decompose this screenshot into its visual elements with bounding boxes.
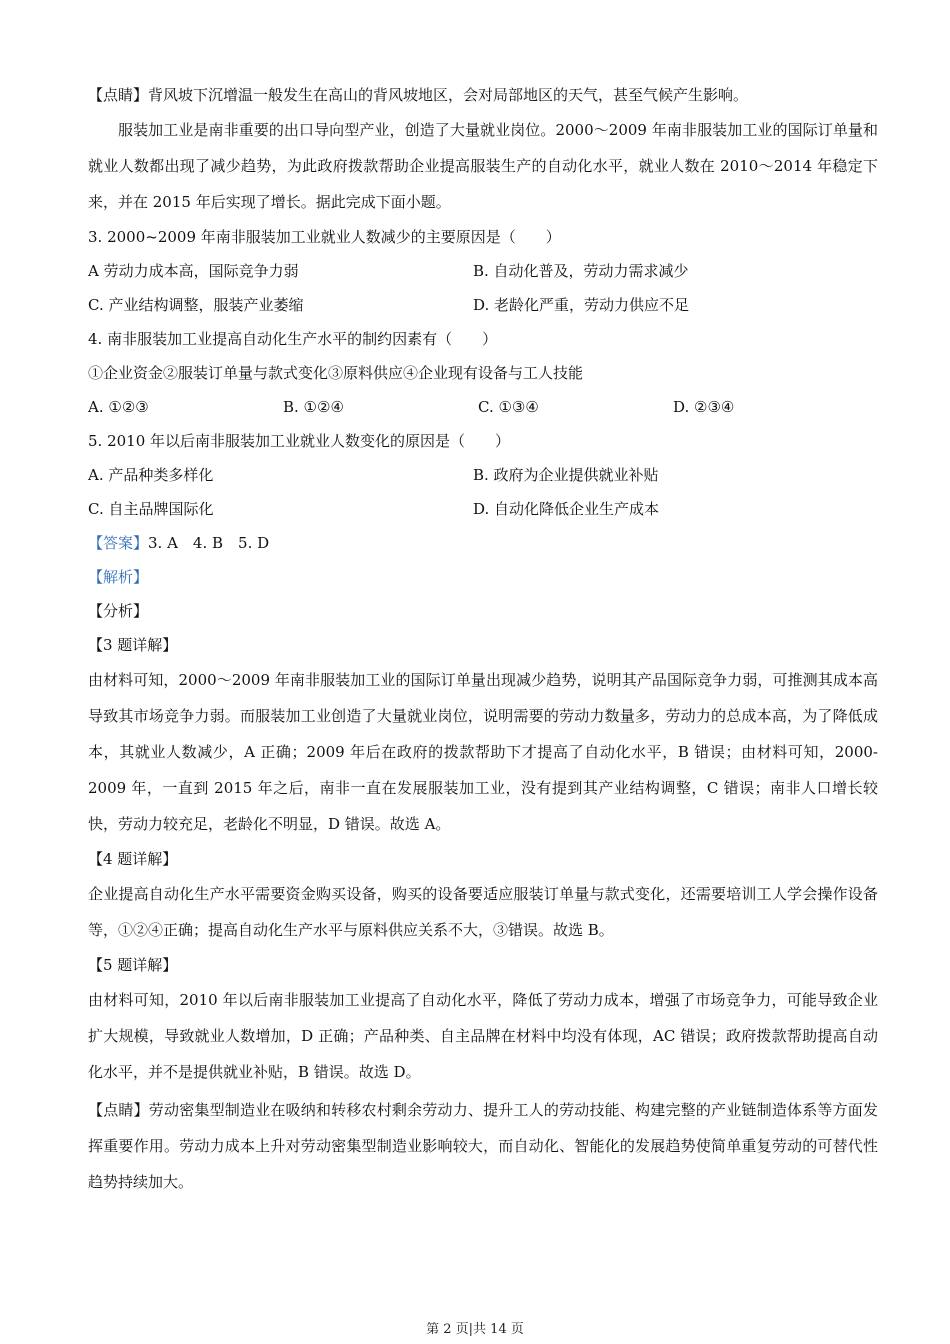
q5-option-a: A. 产品种类多样化: [88, 466, 214, 484]
q5-option-b: B. 政府为企业提供就业补贴: [473, 466, 659, 484]
question-4-options-row: [88, 390, 878, 424]
detail-4-text: 企业提高自动化生产水平需要资金购买设备，购买的设备要适应服装订单量与款式变化，还需要培训工人学会操作设备等，①②④正确；提高自动化生产水平与原料供应关系不大，③错误。故选 B。: [88, 885, 878, 939]
detail-5-text: 由材料可知，2010 年以后南非服装加工业提高了自动化水平，降低了劳动力成本，增强了市场竞争力，可能导致企业扩大规模，导致就业人数增加，D 正确；产品种类、自主品牌在材料中均没有体现，AC 错误；政府拨款帮助提高自动化水平，并不是提供就业补贴，B 错误。故选 D。: [88, 991, 878, 1081]
header-note: [88, 78, 878, 112]
detail-5-tag: 【5 题详解】: [88, 956, 178, 974]
detail-4-tag: 【4 题详解】: [88, 850, 178, 868]
answer-line: [88, 526, 878, 560]
question-4-items: ①企业资金②服装订单量与款式变化③原料供应④企业现有设备与工人技能: [88, 364, 584, 382]
q4-option-d: D. ②③④: [673, 398, 735, 416]
q4-option-b: B. ①②④: [283, 398, 344, 416]
detail-3-tag: 【3 题详解】: [88, 636, 178, 654]
question-3-stem: 3. 2000~2009 年南非服装加工业就业人数减少的主要原因是（ ）: [88, 228, 561, 246]
q3-option-d: D. 老龄化严重，劳动力供应不足: [473, 296, 690, 314]
q5-option-c: C. 自主品牌国际化: [88, 500, 214, 518]
material-paragraph: 服装加工业是南非重要的出口导向型产业，创造了大量就业岗位。2000～2009 年南非服装加工业的国际订单量和就业人数都出现了减少趋势，为此政府拨款帮助企业提高服装生产的自动化水平，就业人数在 2010～2014 年稳定下来，并在 2015 年后实现了增长。据此完成下面小题。: [88, 121, 878, 211]
detail-3-text: 由材料可知，2000～2009 年南非服装加工业的国际订单量出现减少趋势，说明其产品国际竞争力弱，可推测其成本高导致其市场竞争力弱。而服装加工业创造了大量就业岗位，说明需要的劳动力数量多，劳动力的总成本高，为了降低成本，其就业人数减少，A 正确；2009 年后在政府的拨款帮助下才提高了自动化水平，B 错误；由材料可知，2000-2009 年，一直到 2015 年之后，南非一直在发展服装加工业，没有提到其产业结构调整，C 错误；南非人口增长较快，劳动力较充足，老龄化不明显，D 错误。故选 A。: [88, 671, 878, 833]
question-4-stem: 4. 南非服装加工业提高自动化生产水平的制约因素有（ ）: [88, 330, 498, 348]
q3-option-a: A 劳动力成本高，国际竞争力弱: [88, 262, 299, 280]
question-3-options-row-2: [88, 288, 878, 322]
note-tag: 【点睛】: [88, 86, 149, 104]
question-3-options-row-1: [88, 254, 878, 288]
note-text: 背风坡下沉增温一般发生在高山的背风坡地区，会对局部地区的天气，甚至气候产生影响。: [148, 86, 749, 104]
closing-note-text: 劳动密集型制造业在吸纳和转移农村剩余劳动力、提升工人的劳动技能、构建完整的产业链制造体系等方面发挥重要作用。劳动力成本上升对劳动密集型制造业影响较大，而自动化、智能化的发展趋势使简单重复劳动的可替代性趋势持续加大。: [88, 1101, 878, 1191]
page-footer: 第 2 页|共 14 页: [426, 1322, 524, 1337]
question-5-options-row-1: [88, 458, 878, 492]
q3-option-b: B. 自动化普及，劳动力需求减少: [473, 262, 689, 280]
closing-note-tag: 【点睛】: [88, 1101, 149, 1119]
q4-option-a: A. ①②③: [88, 398, 149, 416]
fenxi-tag: 【分析】: [88, 602, 149, 620]
q4-option-c: C. ①③④: [478, 398, 539, 416]
question-5-options-row-2: [88, 492, 878, 526]
closing-note: [88, 1092, 878, 1200]
question-5-stem: 5. 2010 年以后南非服装加工业就业人数变化的原因是（ ）: [88, 432, 511, 450]
document-page: [88, 78, 878, 1200]
analysis-tag: 【解析】: [88, 568, 149, 586]
q3-option-c: C. 产业结构调整，服装产业萎缩: [88, 296, 304, 314]
answer-tag: 【答案】: [88, 534, 149, 552]
answer-text: 3. A 4. B 5. D: [148, 534, 270, 552]
q5-option-d: D. 自动化降低企业生产成本: [473, 500, 660, 518]
